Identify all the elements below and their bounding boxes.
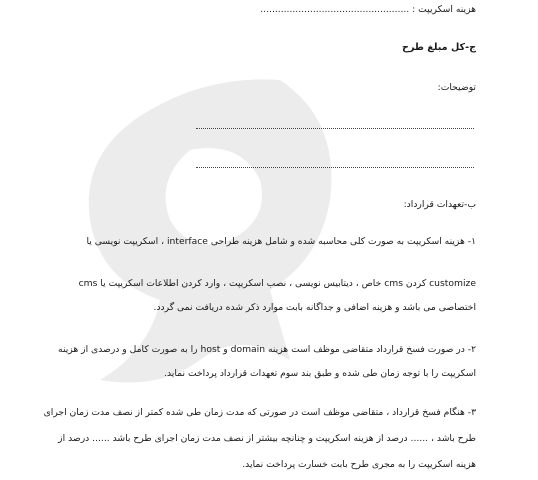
watermark-logo (40, 60, 370, 440)
notes-blank-line-1 (196, 128, 474, 129)
section-obligations-title: ب-تعهدات قرارداد: (403, 199, 476, 210)
obligation-3-line-1: ۳- هنگام فسخ قرارداد ، متقاضی موظف است در صورتی که مدت زمان طی شده کمتر از نصف مدت زمان اجرای (43, 407, 476, 418)
obligation-3-line-2: طرح باشد ، ...... درصد از هزینه اسکریپت و چنانچه بیشتر از نصف مدت زمان اجرای طرح باشد ...... درصد از (58, 433, 476, 444)
obligation-3-line-3: هزینه اسکریپت را به مجری طرح بابت خسارت پرداخت نماید. (242, 459, 476, 470)
obligation-1-line-2: customize کردن cms خاص ، دیتابیس نویسی ، نصب اسکریپت ، وارد کردن اطلاعات اسکریپت یا cms (78, 278, 476, 289)
script-cost-line (260, 4, 476, 16)
obligation-1-line-3: اختصاصی می باشد و هزینه اضافی و جداگانه بابت موارد ذکر شده دریافت نمی گردد. (153, 302, 476, 313)
section-total-title: ج-کل مبلغ طرح (402, 42, 476, 53)
obligation-1-line-1: ۱- هزینه اسکریپت به صورت کلی محاسبه شده و شامل هزینه طراحی interface ، اسکریپت نویسی یا (86, 236, 476, 247)
script-cost-label: هزینه اسکریپت : (412, 4, 476, 15)
notes-blank-line-2 (196, 167, 474, 168)
obligation-2-line-2: اسکریپت را با توجه زمان طی شده و طبق بند سوم تعهدات قرارداد پرداخت نماید. (164, 368, 476, 379)
obligation-2-line-1: ۲- در صورت فسخ قرارداد متقاضی موظف است هزینه domain و host را به صورت کامل و درصدی از هزینه (58, 344, 476, 355)
script-cost-dots: ................................................... (260, 4, 410, 15)
notes-label: توضیحات: (437, 82, 476, 93)
